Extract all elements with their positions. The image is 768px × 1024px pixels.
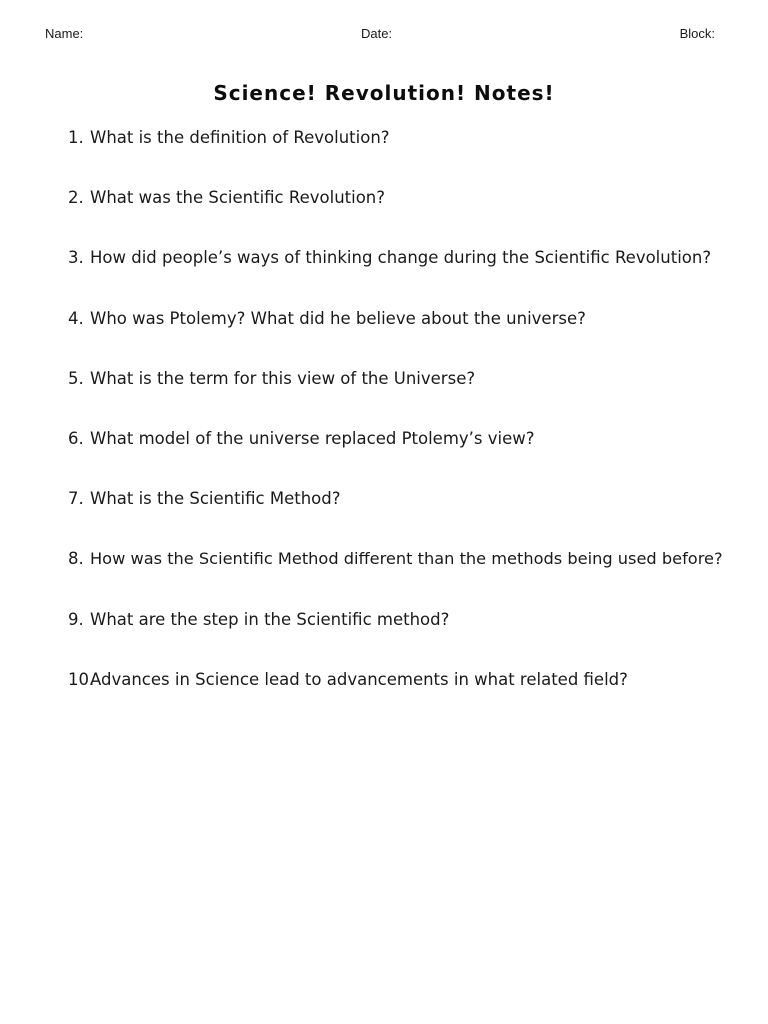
question-number: 2. <box>68 188 84 208</box>
question-item <box>0 608 768 668</box>
block-field-label: Block: <box>679 26 715 41</box>
question-text: Who was Ptolemy? What did he believe about the universe? <box>90 308 586 328</box>
question-item <box>0 367 768 427</box>
date-field-label: Date: <box>361 26 393 41</box>
name-field-label: Name: <box>45 26 84 41</box>
question-number: 6. <box>68 428 84 448</box>
question-list <box>0 126 768 728</box>
question-number: 9. <box>68 609 84 629</box>
question-text: What is the definition of Revolution? <box>90 128 390 147</box>
question-text: What is the term for this view of the Universe? <box>90 368 476 388</box>
question-text: What model of the universe replaced Ptolemy’s view? <box>90 428 535 448</box>
question-item <box>0 246 768 306</box>
question-text: What is the Scientific Method? <box>90 489 341 509</box>
question-item <box>0 547 768 607</box>
question-number: 4. <box>68 308 84 328</box>
question-item <box>0 427 768 487</box>
question-number: 1. <box>68 128 84 147</box>
question-text: How was the Scientific Method different than the methods being used before? <box>90 549 723 569</box>
header-fields <box>45 26 715 44</box>
page-title: Science! Revolution! Notes! <box>213 81 555 106</box>
question-number: 8. <box>68 549 84 569</box>
question-item <box>0 186 768 246</box>
question-number: 3. <box>68 248 84 268</box>
question-number: 5. <box>68 368 84 388</box>
question-text: Advances in Science lead to advancements in what related field? <box>90 669 628 689</box>
question-item <box>0 668 768 728</box>
question-item <box>0 126 768 186</box>
question-number: 7. <box>68 489 84 509</box>
question-text: How did people’s ways of thinking change during the Scientific Revolution? <box>90 248 712 268</box>
question-item <box>0 487 768 547</box>
question-number: 10. <box>68 669 95 689</box>
question-text: What are the step in the Scientific method? <box>90 609 450 629</box>
question-text: What was the Scientific Revolution? <box>90 188 386 208</box>
question-item <box>0 307 768 367</box>
